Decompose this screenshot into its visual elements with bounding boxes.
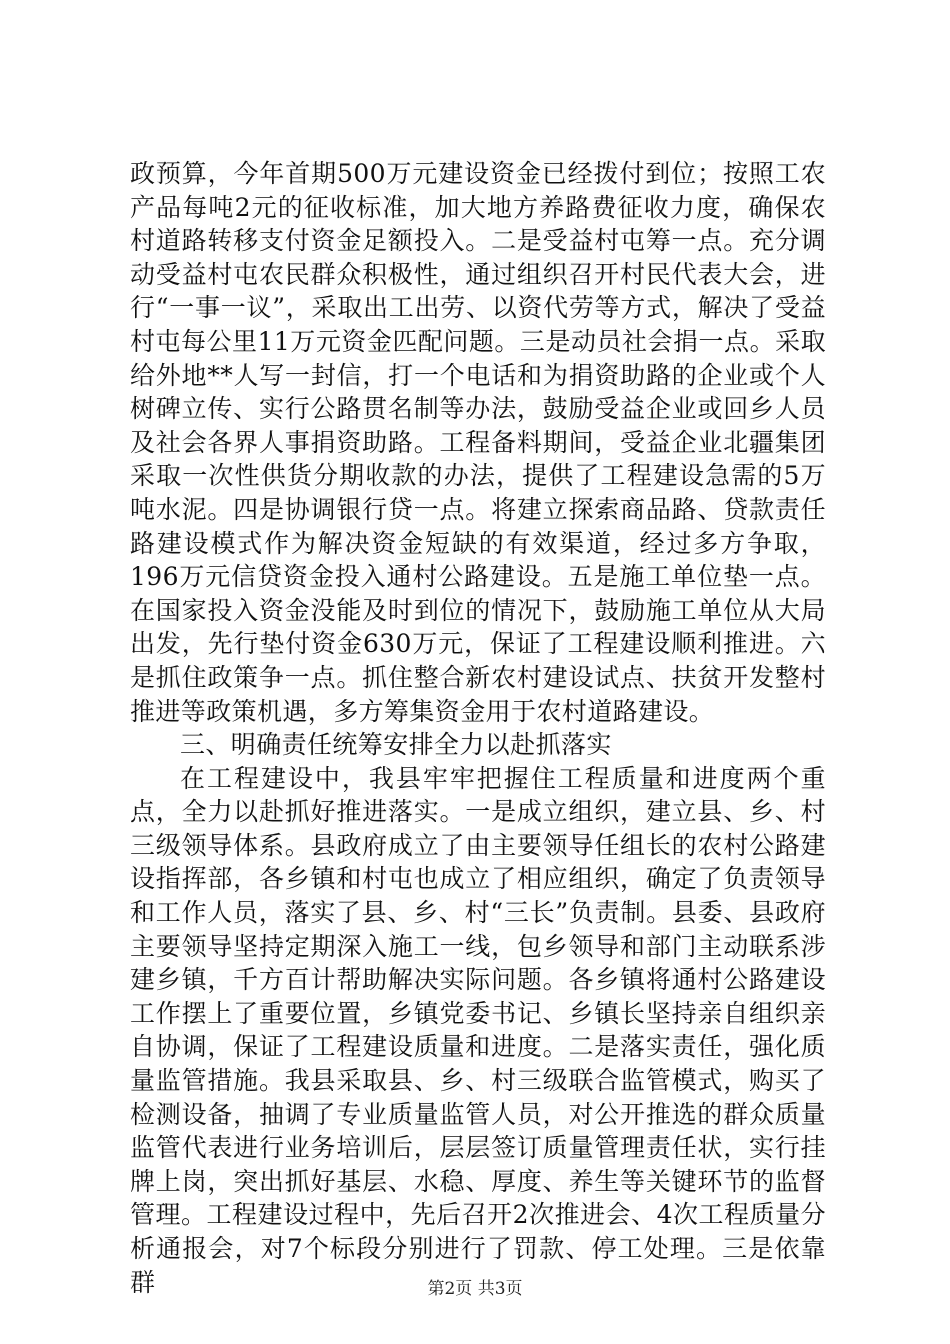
body-paragraph-funding: 政预算，今年首期500万元建设资金已经拨付到位；按照工农产品每吨2元的征收标准，加大地方养路费征收力度，确保农村道路转移支付资金足额投入。二是受益村屯筹一点。充分调动受益村屯农民群众积极性，通过组织召开村民代表大会，进行“一事一议”，采取出工出劳、以资代劳等方式，解决了受益村屯每公里11万元资金匹配问题。三是动员社会捐一点。采取给外地**人写一封信，打一个电话和为捐资助路的企业或个人树碑立传、实行公路贯名制等办法，鼓励受益企业或回乡人员及社会各界人事捐资助路。工程备料期间，受益企业北疆集团采取一次性供货分期收款的办法，提供了工程建设急需的5万吨水泥。四是协调银行贷一点。将建立探索商品路、贷款责任路建设模式作为解决资金短缺的有效渠道，经过多方争取，196万元信贷资金投入通村公路建设。五是施工单位垫一点。在国家投入资金没能及时到位的情况下，鼓励施工单位从大局出发，先行垫付资金630万元，保证了工程建设顺利推进。六是抓住政策争一点。抓住整合新农村建设试点、扶贫开发整村推进等政策机遇，多方筹集资金用于农村道路建设。: [130, 159, 826, 726]
body-paragraph-responsibility: 在工程建设中，我县牢牢把握住工程质量和进度两个重点，全力以赴抓好推进落实。一是成立组织，建立县、乡、村三级领导体系。县政府成立了由主要领导任组长的农村公路建设指挥部，各乡镇和村屯也成立了相应组织，确定了负责领导和工作人员，落实了县、乡、村“三长”负责制。县委、县政府主要领导坚持定期深入施工一线，包乡领导和部门主动联系涉建乡镇，千方百计帮助解决实际问题。各乡镇将通村公路建设工作摆上了重要位置，乡镇党委书记、乡镇长坚持亲自组织亲自协调，保证了工程建设质量和进度。二是落实责任，强化质量监管措施。我县采取县、乡、村三级联合监管模式，购买了检测设备，抽调了专业质量监管人员，对公开推选的群众质量监管代表进行业务培训后，层层签订质量管理责任状，实行挂牌上岗，突出抓好基层、水稳、厚度、养生等关键环节的监督管理。工程建设过程中，先后召开2次推进会、4次工程质量分析通报会，对7个标段分别进行了罚款、停工处理。三是依靠群: [130, 763, 826, 1297]
section-heading: 三、明确责任统筹安排全力以赴抓落实: [180, 730, 612, 760]
page-footer: 第2页 共3页: [427, 1279, 523, 1299]
document-body: [130, 157, 826, 1299]
